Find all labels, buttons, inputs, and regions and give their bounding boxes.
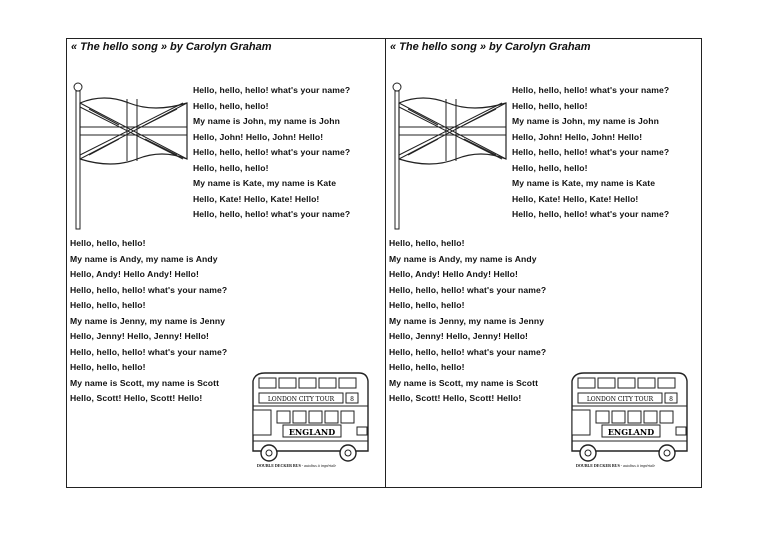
lyric-line: Hello, hello, hello! bbox=[389, 300, 465, 310]
svg-text:8: 8 bbox=[669, 396, 673, 403]
lyric-line: Hello, Scott! Hello, Scott! Hello! bbox=[70, 393, 203, 403]
lyric-line: Hello, Andy! Hello Andy! Hello! bbox=[389, 269, 518, 279]
lyric-line: My name is Scott, my name is Scott bbox=[70, 377, 220, 388]
lyric-line: Hello, hello, hello! what's your name? bbox=[389, 346, 547, 357]
lyric-line: My name is Scott, my name is Scott bbox=[389, 377, 539, 388]
union-jack-flag-icon bbox=[69, 81, 189, 231]
svg-text:LONDON CITY TOUR: LONDON CITY TOUR bbox=[267, 396, 335, 403]
lyric-line: Hello, Jenny! Hello, Jenny! Hello! bbox=[389, 331, 529, 341]
lyric-line: Hello, Kate! Hello, Kate! Hello! bbox=[193, 193, 320, 204]
lyric-line: My name is Andy, my name is Andy bbox=[389, 253, 537, 264]
lyric-line: Hello, hello, hello! bbox=[70, 238, 146, 248]
lyric-line: Hello, Kate! Hello, Kate! Hello! bbox=[512, 193, 639, 204]
lyric-line: Hello, Jenny! Hello, Jenny! Hello! bbox=[70, 331, 210, 341]
lyric-line: Hello, hello, hello! what's your name? bbox=[512, 85, 670, 95]
lyric-line: My name is John, my name is John bbox=[512, 116, 659, 126]
svg-text:8: 8 bbox=[350, 396, 354, 403]
lyric-line: Hello, hello, hello! what's your name? bbox=[193, 85, 351, 95]
lyric-line: Hello, Scott! Hello, Scott! Hello! bbox=[389, 393, 522, 403]
lyric-line: Hello, John! Hello, John! Hello! bbox=[193, 131, 324, 142]
lyric-line: Hello, hello, hello! what's your name? bbox=[389, 284, 547, 295]
lyric-line: My name is Jenny, my name is Jenny bbox=[389, 315, 545, 326]
lyric-line: Hello, hello, hello! what's your name? bbox=[193, 209, 351, 219]
bus-caption: DOUBLE DECKER BUS - autobus à impériale bbox=[257, 463, 337, 468]
lyric-line: Hello, hello, hello! bbox=[389, 238, 465, 248]
bus-caption: DOUBLE DECKER BUS - autobus à impériale bbox=[576, 463, 656, 468]
lyric-line: My name is Andy, my name is Andy bbox=[70, 253, 218, 264]
lyric-line: Hello, hello, hello! bbox=[70, 362, 146, 372]
lyric-line: Hello, hello, hello! what's your name? bbox=[70, 284, 228, 295]
verse-two bbox=[389, 236, 546, 407]
song-panel-right bbox=[386, 39, 704, 487]
lyric-line: Hello, hello, hello! bbox=[70, 300, 146, 310]
lyric-line: Hello, hello, hello! bbox=[389, 362, 465, 372]
lyric-line: Hello, hello, hello! bbox=[193, 162, 269, 173]
svg-text:ENGLAND: ENGLAND bbox=[607, 427, 655, 437]
verse-two bbox=[70, 236, 227, 407]
lyric-line: My name is Kate, my name is Kate bbox=[193, 178, 337, 188]
double-decker-bus-icon bbox=[247, 371, 371, 463]
union-jack-flag-icon bbox=[388, 81, 508, 231]
svg-text:ENGLAND: ENGLAND bbox=[288, 427, 336, 437]
lyric-line: Hello, John! Hello, John! Hello! bbox=[512, 131, 643, 142]
lyric-line: Hello, hello, hello! bbox=[193, 100, 269, 111]
double-decker-bus-icon bbox=[566, 371, 690, 463]
song-panel-left bbox=[67, 39, 385, 487]
lyric-line: Hello, hello, hello! bbox=[512, 162, 588, 173]
lyric-line: Hello, hello, hello! what's your name? bbox=[512, 209, 670, 219]
lyric-line: Hello, hello, hello! what's your name? bbox=[512, 147, 670, 157]
lyric-line: Hello, hello, hello! bbox=[512, 100, 588, 111]
lyric-line: My name is John, my name is John bbox=[193, 116, 340, 126]
lyric-line: Hello, hello, hello! what's your name? bbox=[193, 147, 351, 157]
song-title: « The hello song » by Carolyn Graham bbox=[71, 41, 272, 53]
svg-text:LONDON CITY TOUR: LONDON CITY TOUR bbox=[586, 396, 654, 403]
verse-one bbox=[512, 83, 669, 223]
worksheet-sheet bbox=[66, 38, 702, 488]
lyric-line: Hello, Andy! Hello Andy! Hello! bbox=[70, 269, 199, 279]
lyric-line: Hello, hello, hello! what's your name? bbox=[70, 346, 228, 357]
song-title: « The hello song » by Carolyn Graham bbox=[390, 41, 591, 53]
verse-one bbox=[193, 83, 350, 223]
lyric-line: My name is Kate, my name is Kate bbox=[512, 178, 656, 188]
lyric-line: My name is Jenny, my name is Jenny bbox=[70, 315, 226, 326]
